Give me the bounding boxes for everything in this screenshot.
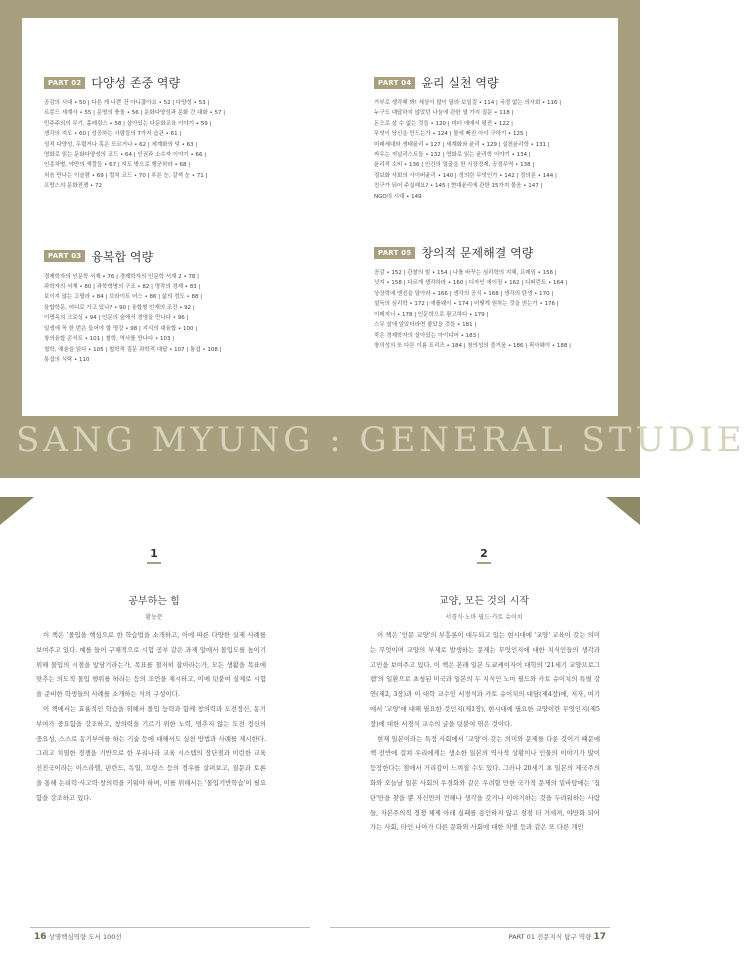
toc-line: 싸우는 저널리스트들 • 132 | 영화로 읽는 윤리학 이야기 • 134 | [374,152,531,159]
toc-line: 공감의 시대 • 50 | 다른 게 나쁜 건 아니잖아요 • 52 | 다양성 • 53 | [44,100,210,106]
part-heading [374,74,632,91]
toc-line: NGO의 시대 • 149 [374,193,422,200]
part-tag: PART 04 [374,77,415,89]
footer-rule-left [30,927,310,928]
entry-number: 1 [147,547,161,564]
entry-paragraph: 이 책은 '몰입을 핵심으로 한 학습법을 소개하고, 이에 따른 다양한 실제 사례를 보여주고 있다. 예를 들어 구체적으로 시험 공부 같은 과제 앞에서 몰입도를 높이기 위해 몰입의 시점을 앞당기라는가, 목표를 철저히 잡아라는가, 모든 생활을 목표에 맞추는 의도적 몰입 행위를 하라는 등의 조언을 제시하고, 이에 덧붙여 실제로 시험을 준비한 학생들의 사례를 소개하는 식의 구성이다. [36,631,266,699]
toc-line: 이명옥의 크로싱 • 94 | 인문의 숲에서 경영을 만나다 • 96 | [44,315,189,322]
toc-line: 프랑스의 문화전쟁 • 72 [44,183,102,190]
corner-triangle-right [606,497,640,525]
toc-line: 공감 • 152 | 관찰의 힘 • 154 | 나를 바꾸는 심리학의 지혜, 프레임 • 156 | [374,270,557,277]
part-tag: PART 05 [374,247,415,259]
banner-text: SANG MYUNG : GENERAL STUDIE [16,420,746,460]
toc-line: 성적 다양성, 두렵거나 혹은 모르거나 • 62 | 세계화의 덫 • 63 | [44,141,198,148]
toc-line: 인종차별, 야만의 색깔들 • 67 | 지도 밖으로 행군하라 • 68 | [44,162,191,169]
toc-line: 윤리적 소비 • 136 | 인간의 얼굴을 한 시장경제, 공정무역 • 138 | [374,162,535,169]
part-heading [374,244,632,261]
entry-paragraph: 이 책은 '인문 교양'의 부흥론이 대두되고 있는 현시대에 '교양' 교육이 갖는 의미는 무엇이며 교양의 부재로 발생하는 문제는 무엇인지에 대한 지식인들의 생각과 고민을 보여주고 있다. 이 책은 본래 일본 도쿄케이자이 대학의 '21세기 교양프로그램'의 일환으로 초청된 미국과 일본의 두 지식인 노마 필드와 카토 슈이치의 특별 강연(제2, 3장)과 이 대학 교수인 서경식과 카토 슈이치의 대담(제4장)에, 저자, 여기에서 '교양'에 대해 필요한 것인지(제1장), 현시대에 필요한 교양이란 무엇인지(제5장)에 대한 서경식 교수의 글을 덧붙여 엮은 것이다. [370,631,600,728]
toc-part-section [44,248,302,366]
toc-left-column [44,74,302,365]
toc-line: 친구가 되어 주실래요? • 145 | 현대윤리에 관한 15가지 물음 • 147 | [374,183,543,190]
toc-line: 영화로 읽는 문화다양성의 코드 • 64 | 인권과 소수자 이야기 • 66 | [44,152,207,159]
toc-lines [374,98,632,202]
toc-line: 경제학자의 인문학 서재 • 76 | 경제학자의 인문학 서재 2 • 78 | [44,273,199,280]
toc-part-section [374,244,632,351]
toc-line: 정보화 사회의 사이버윤리 • 140 | 정의란 무엇인가 • 142 | 정의론 • 144 | [374,172,557,179]
footer-right [509,932,606,942]
toc-line: 민주주의의 무기, 홀레링스 • 58 | 살아있는 다문화교육 이야기 • 59 | [44,120,212,127]
book-entry-1 [34,542,274,621]
toc-part-section [374,74,632,202]
part-heading [44,248,302,265]
toc-line: 보이지 않는 고릴라 • 84 | 브라이트 어스 • 86 | 삶의 정도 • 88 | [44,294,203,301]
toc-line: 이매지너 • 178 | 인문학으로 광고하다 • 179 | [374,311,489,318]
footer-left [34,932,122,942]
footer-rule-right [330,927,610,928]
corner-triangle-left [0,497,34,525]
toc-lines [374,268,632,351]
entry-body-2 [370,628,600,835]
entry-body-1 [36,628,266,806]
toc-lines [44,98,302,192]
page-number-right: 17 [593,932,606,942]
toc-line: 르몽드 세계사 • 55 | 문명의 충돌 • 56 | 문화다양성과 문화 간 대화 • 57 | [44,110,226,117]
toc-right-column [374,74,632,351]
toc-line: 철학, 예술을 읽다 • 105 | 철학적 질문 과학적 대답 • 107 | 통섭 • 108 | [44,346,222,353]
entry-author: 황농문 [145,614,163,621]
toc-line: 미래세대와 생태윤리 • 127 | 세계화와 윤리 • 129 | 실천윤리학 • 131 | [374,141,550,148]
part-title: 창의적 문제해결 역량 [421,246,534,261]
page-number-left: 16 [34,932,47,942]
toc-line: 죽은 경제학자의 살아있는 아이디어 • 183 | [374,332,480,339]
toc-line: 처음 만나는 이슬람 • 69 | 컬처 코드 • 70 | 푸른 눈, 갈색 눈 • 71 | [44,172,208,179]
entry-number: 2 [477,547,491,564]
toc-line: 가부로 생각해 봐! 세상이 많이 달라 보일걸 • 114 | 국경 없는 의사회 • 116 | [374,100,562,106]
entry-paragraph: 현재 일본이라는 특정 사회에서 '교양'이 갖는 의미와 문제를 다룬 것이기 때문에 책 전반에 걸쳐 우리에게는 생소한 일본의 역사적 상황이나 인물의 이야기가 많이 등장한다는 점에서 거리감이 느껴질 수도 있다. 그러나 20세기 초 일본의 제국주의화와 오늘날 일본 사회의 우경화와 같은 우려할 만한 국가적 문제의 밑바탕에는 '집단'만을 찾을 뿐 자신만의 견해나 생각을 갖거나 이야기하는 것을 두려워하는 사람들, 자본주의적 경쟁 체제 아래 실패를 용인하지 않고 점점 더 거세져, 야만화 되어 가는 사회, 타인 나아가 다른 문화와 사회에 대한 차별 등과 같은 또 다른 개인 [370,734,600,832]
toc-line: 스무 살에 알았더라면 좋았을 것들 • 181 | [374,322,477,329]
toc-panel [22,18,618,416]
footer-left-text: 상명핵심역량 도서 100선 [48,933,122,941]
toc-line: 창의성의 또 다른 이름 트리즈 • 184 | 창의성의 즐거움 • 186 | 픽사웨이 • 188 | [374,342,571,349]
part-heading [44,74,302,91]
footer-right-text: PART 01 전문지식 탐구 역량 [508,933,592,941]
toc-line: 돈으로 살 수 없는 것들 • 120 | 미더 애에서 평전 • 122 | [374,120,513,127]
toc-line: 상상력에 엔진을 달아라 • 166 | 생각의 공식 • 168 | 생각의 탄생 • 170 | [374,290,554,297]
part-title: 다양성 존중 역량 [91,76,181,90]
entry-paragraph: 이 책에서는 효율적인 학습을 위해서 몰입 능력과 함께 창의력과 도전정신, 동기부여가 중요함을 강조하고, 창의력을 기르기 위한 노력, 멈추지 않는 도전 정신의 중요성, 스스로 동기부여를 하는 기술 등에 대해서도 실천 방법과 사례를 제시한다. 그리고 치열한 경쟁을 기반으로 한 우리나라 교육 시스템의 장단점과 이런한 교육 선진국이라는 이스라엘, 핀란드, 독일, 프랑스 등의 경우를 살펴보고, 질문과 토론을 통해 논리력·사고력·창의력을 키워야 하며, 이를 위해서는 '몰입기반학습'이 필요함을 강조하고 있다. [36,704,266,802]
part-tag: PART 03 [44,250,85,262]
toc-line: 생각의 지도 • 60 | 성공하는 사람들의 7가지 습관 • 61 | [44,131,182,138]
part-title: 융복합 역량 [91,249,154,264]
toc-lines [44,272,302,366]
toc-line: 통섭의 식탁 • 110 [44,356,90,363]
entry-author: 서경식·노마 필드·카토 슈이치 [445,614,523,621]
entry-title: 교양, 모든 것의 시작 [439,596,529,607]
toc-line: 일생에 꼭 한 번은 들어야 할 명강 • 98 | 지식의 대융합 • 100 | [44,325,198,332]
toc-line: 창의융합 콘서트 • 101 | 철학, 역사를 만나다 • 103 | [44,336,175,343]
toc-part-section [44,74,302,192]
book-entry-2 [364,542,604,621]
toc-line: 넛지 • 158 | 다르게 생각하라 • 160 | 디자인 에이징 • 162 | 디퍼런트 • 164 | [374,280,568,287]
toc-line: 무엇이 당신을 만드는가 • 124 | 물에 빠진 아이 구하기 • 125 | [374,131,528,138]
part-tag: PART 02 [44,77,85,89]
part-title: 윤리 실천 역량 [421,76,499,90]
toc-line: 과학자의 서재 • 80 | 과학혁명의 구조 • 82 | 명작의 경제 • 83 | [44,284,201,291]
toc-line: 누구도 대답하지 않았던 나눔에 관한 열 가지 질문 • 118 | [374,110,514,117]
toc-line: 융합학문, 어디로 가고 있나? • 90 | 융합형 인재의 조건 • 92 | [44,304,195,311]
toc-line: 설득의 심리학 • 172 | 애플웨이 • 174 | 어떻게 원하는 것을 얻는가 • 176 | [374,301,559,308]
entry-title: 공부하는 힘 [128,596,180,607]
